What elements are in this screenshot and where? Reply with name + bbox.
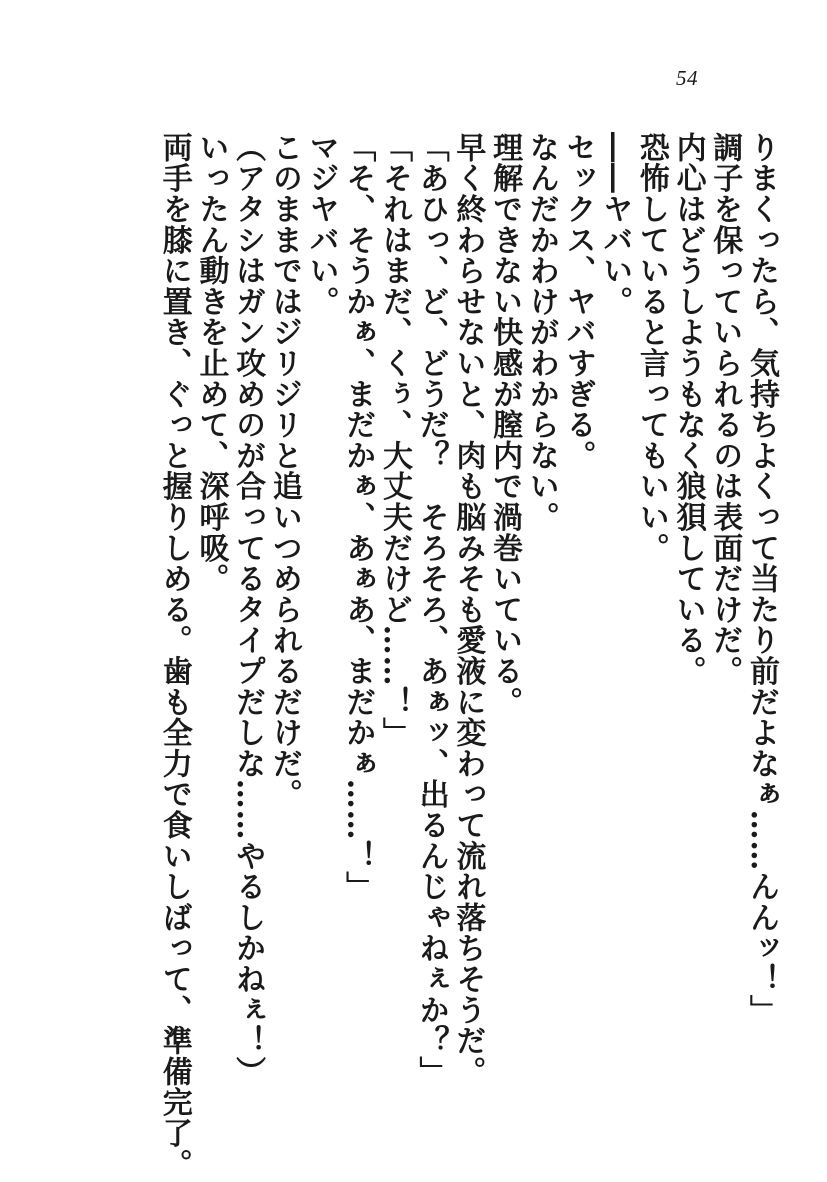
text-line: セックス、ヤバすぎる。 — [560, 132, 596, 471]
text-line: 早く終わらせないと、肉も脳みそも愛液に変わって流れ落ちそうだ。 — [450, 132, 486, 1087]
text-line: 内心はどうしようもなく狼狽している。 — [670, 132, 706, 687]
text-line: 理解できない快感が膣内で渦巻いている。 — [487, 132, 523, 718]
text-line: いったん動きを止めて、深呼吸。 — [193, 132, 229, 594]
text-line: ――ヤバい。 — [597, 132, 633, 317]
body-text — [155, 132, 779, 1180]
text-line: マジヤバい。 — [303, 132, 339, 317]
text-line: りまくったら、気持ちよくって当たり前だよなぁ……んんッ！」 — [744, 132, 779, 1026]
text-line: 「そ、そうかぁ、まだかぁ、あぁあ、まだかぁ……！」 — [340, 132, 376, 902]
page-number: 54 — [676, 66, 698, 90]
text-line: （アタシはガン攻めのが合ってるタイプだしな……やるしかねぇ！） — [230, 132, 266, 1087]
text-line: このままではジリジリと追いつめられるだけだ。 — [266, 132, 302, 810]
text-line: なんだかわけがわからない。 — [523, 132, 559, 533]
text-line: 調子を保っていられるのは表面だけだ。 — [707, 132, 743, 687]
text-line: 恐怖していると言ってもいい。 — [633, 132, 669, 564]
text-line: 「あひっ、ど、どうだ？ そろそろ、あぁッ、出るんじゃねぇか？」 — [413, 132, 449, 1087]
text-line: 「それはまだ、くぅ、大丈夫だけど……！」 — [376, 132, 412, 748]
text-line: 両手を膝に置き、ぐっと握りしめる。歯も全力で食いしばって、準備完了。 — [156, 132, 192, 1180]
